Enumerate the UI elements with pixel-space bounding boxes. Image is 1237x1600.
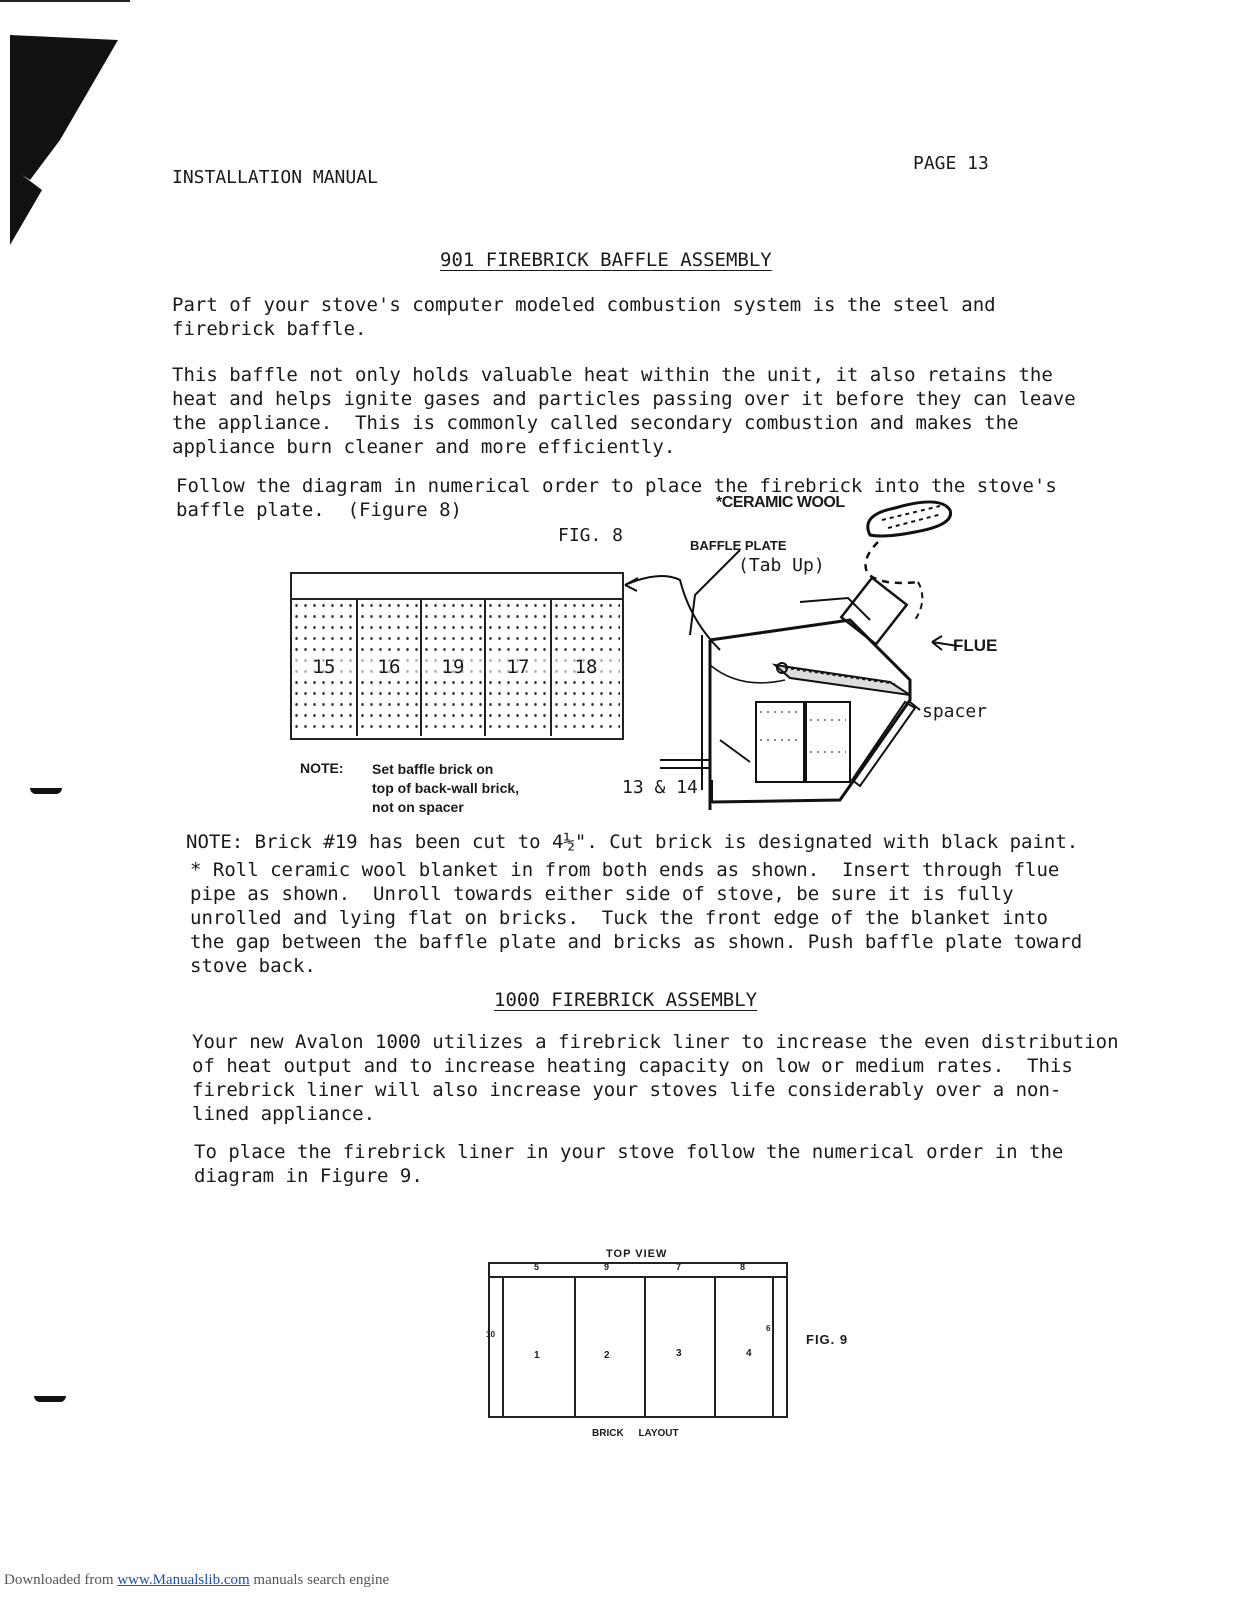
brick-16: 16 — [358, 600, 422, 736]
paragraph-avalon: Your new Avalon 1000 utilizes a firebrick liner to increase the even distribution of heat output and to increase heating capacity on low or medium rates. This firebrick liner will also increase your stoves life considerably over a non- lined appliance. — [192, 1031, 1119, 1125]
tab-up-label: (Tab Up) — [738, 555, 825, 576]
paragraph-place-liner: To place the firebrick liner in your stove follow the numerical order in the diagram in Figure 9. — [194, 1141, 1064, 1187]
brick-17: 17 — [486, 600, 552, 736]
fig9-right-side-brick: 6 — [772, 1278, 786, 1416]
ceramic-wool-roll-icon — [868, 502, 951, 536]
fig8-note-label: NOTE: — [300, 760, 344, 776]
fig9-brick-4: 4 — [746, 1348, 752, 1359]
ceramic-wool-label: *CERAMIC WOOL — [716, 494, 845, 511]
scan-binding-mark — [0, 0, 130, 260]
note-brick-19: NOTE: Brick #19 has been cut to 4½". Cut brick is designated with black paint. — [186, 831, 1079, 853]
brick-19: 19 — [422, 600, 486, 736]
fig9-brick-2: 2 — [604, 1350, 610, 1361]
fig9-top-view-label: TOP VIEW — [606, 1248, 668, 1260]
fig9-brick-3: 3 — [676, 1348, 682, 1359]
paragraph-ceramic-wool: * Roll ceramic wool blanket in from both ends as shown. Insert through flue pipe as shown. Unroll towards either side of stove, be sure it is fully unrolled and lying flat on bricks. Tuck the front edge of the blanket into the gap between the baffle plate and bricks as shown. Push baffle plate toward stove back. — [190, 859, 1083, 977]
baffle-brick-layout — [290, 598, 624, 740]
fig8-note-text: Set baffle brick on top of back-wall brick, not on spacer — [372, 761, 520, 815]
paragraph-baffle: This baffle not only holds valuable heat within the unit, it also retains the heat and helps ignite gases and particles passing over it before they can leave the appliance. This is commonly called secondary combustion and makes the appliance burn cleaner and more efficiently. — [172, 364, 1076, 458]
fig9-label: FIG. 9 — [806, 1332, 849, 1347]
paragraph-intro: Part of your stove's computer modeled combustion system is the steel and firebrick baffle. — [172, 294, 996, 340]
manualslib-link[interactable]: www.Manualslib.com — [117, 1572, 250, 1588]
baffle-plate-label: BAFFLE PLATE — [690, 538, 787, 553]
stove-cross-section — [620, 490, 960, 810]
download-footer: Downloaded from www.Manualslib.com manuals search engine — [4, 1572, 390, 1588]
fig8-label: FIG. 8 — [558, 525, 624, 546]
flue-label: FLUE — [953, 636, 998, 655]
fig9-top-strip: 5 9 7 8 — [488, 1262, 788, 1278]
header-title: INSTALLATION MANUAL — [172, 167, 378, 188]
section-title-901: 901 FIREBRICK BAFFLE ASSEMBLY — [440, 249, 772, 271]
fig9-brick-layout — [488, 1276, 788, 1418]
brick-18: 18 — [552, 600, 620, 736]
brick-15: 15 — [292, 600, 358, 736]
fig9-left-side-brick: 10 — [490, 1278, 504, 1416]
hole-punch-mark — [34, 1396, 66, 1402]
baffle-plate-top-strip — [290, 572, 624, 600]
page-number: PAGE 13 — [913, 153, 989, 174]
fig9-brick-1: 1 — [534, 1350, 540, 1361]
paragraph-follow: Follow the diagram in numerical order to place the firebrick into the stove's baffle plate. (Figure 8) — [176, 475, 1057, 521]
section-title-1000: 1000 FIREBRICK ASSEMBLY — [494, 989, 758, 1011]
side-bricks-label: 13 & 14 — [622, 777, 698, 798]
hole-punch-mark — [30, 788, 62, 794]
fig9-bottom-label: BRICK LAYOUT — [592, 1428, 679, 1439]
spacer-label: spacer — [922, 701, 988, 722]
